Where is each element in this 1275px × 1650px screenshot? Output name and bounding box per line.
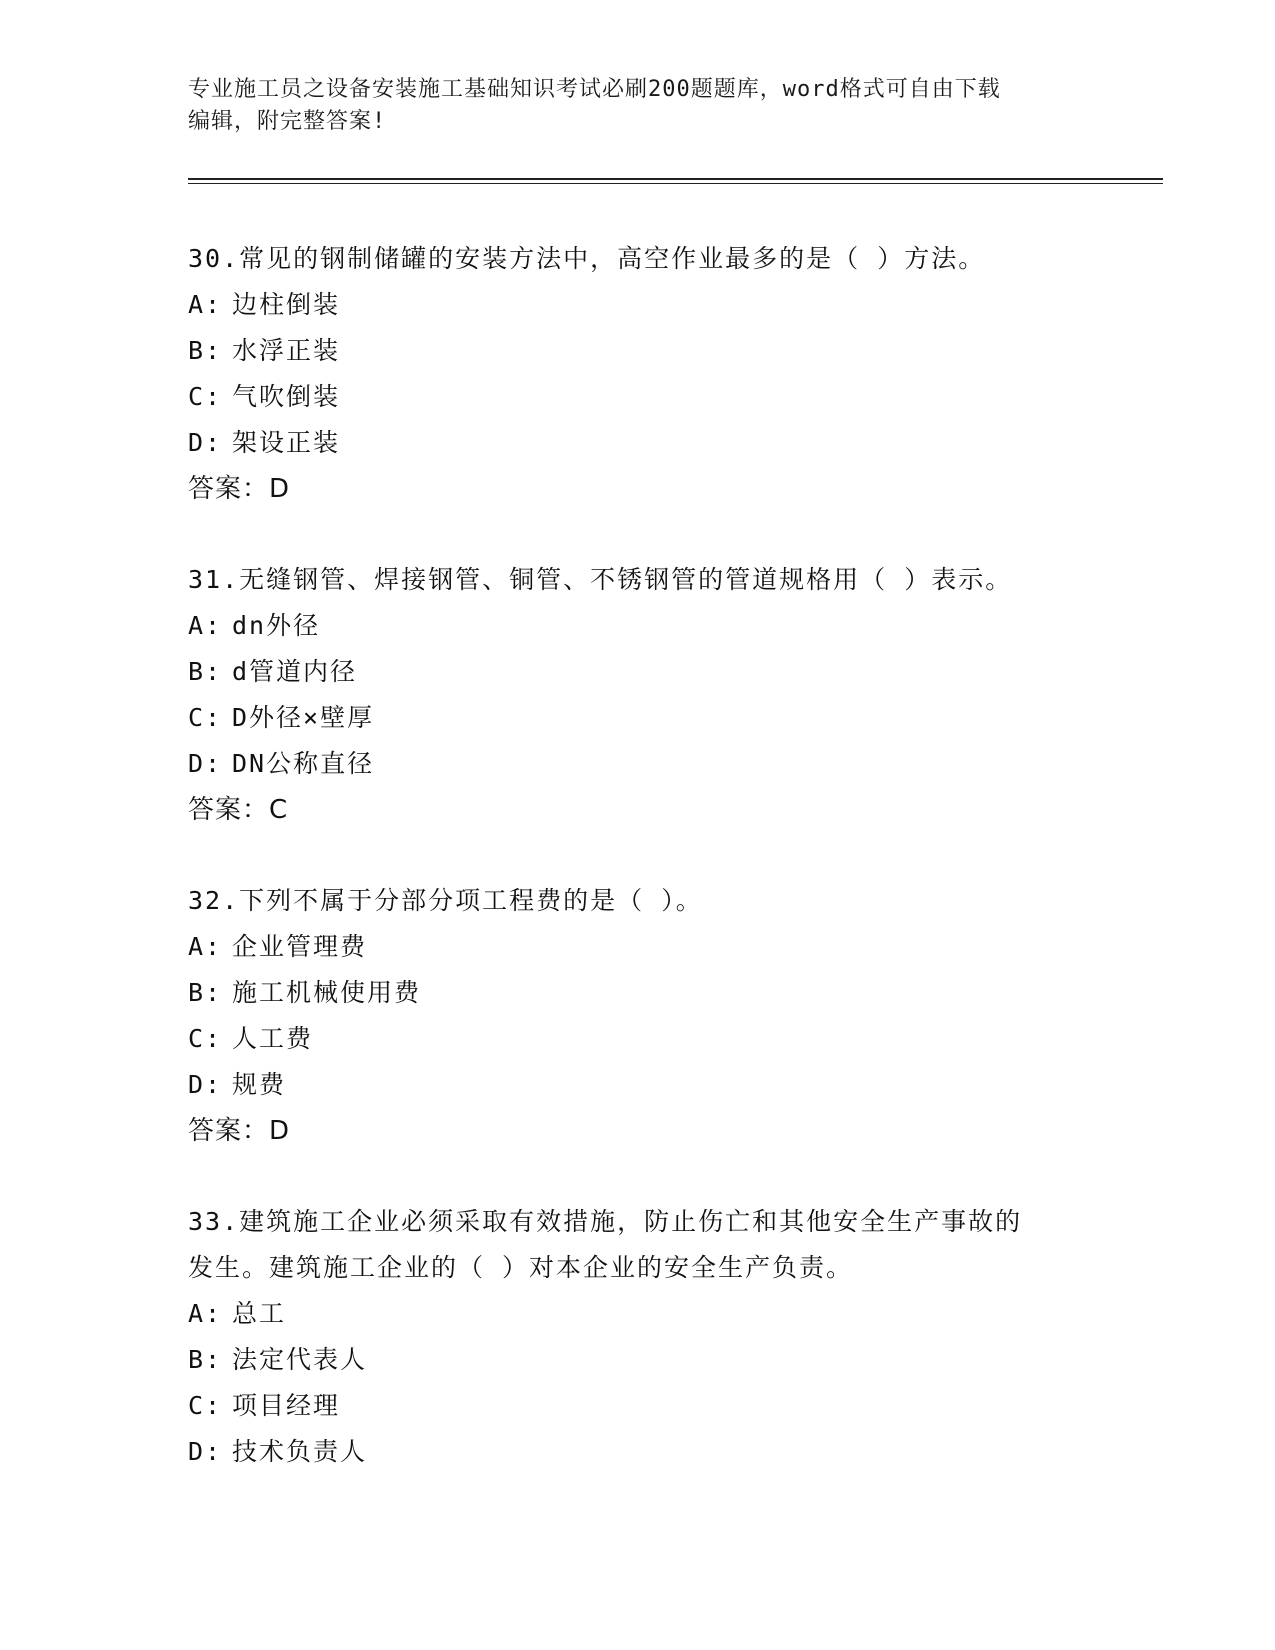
- option-a: [188, 603, 1088, 649]
- option-text: 规费: [232, 1070, 287, 1099]
- option-text: 气吹倒装: [232, 382, 341, 411]
- question-32: [188, 878, 1088, 1154]
- option-d: [188, 741, 1088, 787]
- option-d: [188, 420, 1088, 466]
- option-c: [188, 1383, 1088, 1429]
- question-33: [188, 1199, 1088, 1475]
- header-divider-bottom: [188, 183, 1163, 184]
- option-text: 项目经理: [232, 1391, 341, 1420]
- option-text: 边柱倒装: [232, 290, 341, 319]
- option-key: B:: [188, 657, 223, 686]
- option-key: C:: [188, 703, 223, 732]
- question-text-line-2: 发生。建筑施工企业的（ ）对本企业的安全生产负责。: [188, 1253, 854, 1282]
- option-key: A:: [188, 1299, 223, 1328]
- document-header: [188, 74, 1068, 138]
- option-b: [188, 328, 1088, 374]
- option-key: C:: [188, 382, 223, 411]
- option-key: D:: [188, 749, 223, 778]
- option-key: D:: [188, 1070, 223, 1099]
- option-text: 架设正装: [232, 428, 341, 457]
- option-text: 技术负责人: [232, 1437, 368, 1466]
- option-c: [188, 374, 1088, 420]
- option-text: d管道内径: [232, 657, 358, 686]
- option-key: B:: [188, 1345, 223, 1374]
- option-b: [188, 970, 1088, 1016]
- option-d: [188, 1062, 1088, 1108]
- option-text: DN公称直径: [232, 749, 375, 778]
- question-31: [188, 557, 1088, 833]
- answer-line: 答案：D: [188, 474, 291, 504]
- question-30: [188, 236, 1088, 512]
- answer-line: 答案：C: [188, 795, 289, 825]
- option-text: 总工: [232, 1299, 287, 1328]
- option-key: D:: [188, 1437, 223, 1466]
- answer-line: 答案：D: [188, 1116, 291, 1146]
- option-text: D外径×壁厚: [232, 703, 375, 732]
- option-key: C:: [188, 1024, 223, 1053]
- option-a: [188, 282, 1088, 328]
- option-a: [188, 1291, 1088, 1337]
- header-line-2: 编辑，附完整答案!: [188, 109, 387, 134]
- option-key: A:: [188, 290, 223, 319]
- option-a: [188, 924, 1088, 970]
- question-text: 30.常见的钢制储罐的安装方法中，高空作业最多的是（ ）方法。: [188, 244, 986, 273]
- option-c: [188, 695, 1088, 741]
- option-key: D:: [188, 428, 223, 457]
- option-text: 人工费: [232, 1024, 314, 1053]
- option-key: B:: [188, 978, 223, 1007]
- option-b: [188, 649, 1088, 695]
- option-text: 水浮正装: [232, 336, 341, 365]
- option-text: dn外径: [232, 611, 321, 640]
- option-key: A:: [188, 611, 223, 640]
- option-key: C:: [188, 1391, 223, 1420]
- option-d: [188, 1429, 1088, 1475]
- question-text: 32.下列不属于分部分项工程费的是（ ）。: [188, 886, 703, 915]
- option-text: 企业管理费: [232, 932, 368, 961]
- question-text: 31.无缝钢管、焊接钢管、铜管、不锈钢管的管道规格用（ ）表示。: [188, 565, 1013, 594]
- option-key: A:: [188, 932, 223, 961]
- header-divider-top: [188, 178, 1163, 180]
- header-line-1: 专业施工员之设备安装施工基础知识考试必刷200题题库，word格式可自由下载: [188, 77, 1001, 102]
- question-text-line-1: 33.建筑施工企业必须采取有效措施，防止伤亡和其他安全生产事故的: [188, 1207, 1023, 1236]
- option-text: 法定代表人: [232, 1345, 368, 1374]
- option-c: [188, 1016, 1088, 1062]
- option-key: B:: [188, 336, 223, 365]
- option-text: 施工机械使用费: [232, 978, 422, 1007]
- option-b: [188, 1337, 1088, 1383]
